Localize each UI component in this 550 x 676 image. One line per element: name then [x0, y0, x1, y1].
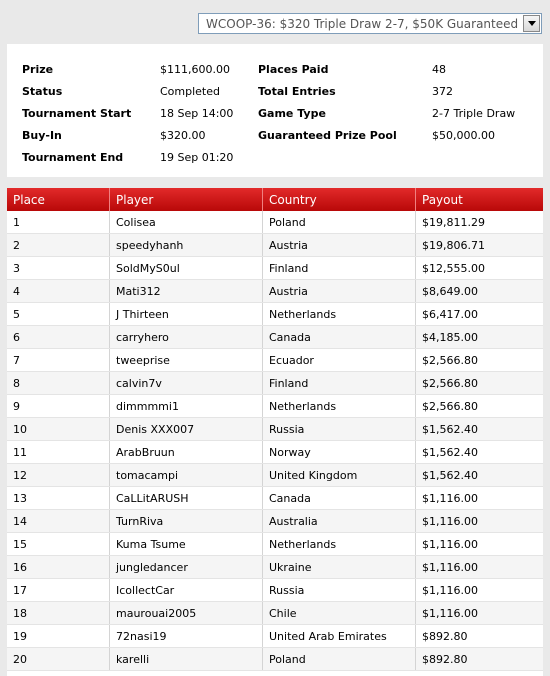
tournament-summary	[7, 44, 543, 177]
dropdown-button[interactable]	[523, 15, 540, 32]
top-bar	[0, 0, 550, 44]
cell-payout: $1,116.00	[416, 556, 544, 579]
cell-payout: $1,562.40	[416, 441, 544, 464]
cell-country: Netherlands	[263, 533, 416, 556]
cell-payout: $8,649.00	[416, 280, 544, 303]
cell-place: 12	[7, 464, 110, 487]
table-row[interactable]	[7, 487, 543, 510]
table-row[interactable]	[7, 349, 543, 372]
cell-country: Austria	[263, 280, 416, 303]
cell-place: 9	[7, 395, 110, 418]
cell-payout: $1,116.00	[416, 533, 544, 556]
summary-value: 2-7 Triple Draw	[432, 106, 516, 120]
cell-payout: $1,116.00	[416, 579, 544, 602]
cell-player: J Thirteen	[110, 303, 263, 326]
cell-payout: $1,562.40	[416, 464, 544, 487]
cell-player: maurouai2005	[110, 602, 263, 625]
table-row[interactable]	[7, 464, 543, 487]
table-row[interactable]	[7, 533, 543, 556]
table-row[interactable]	[7, 395, 543, 418]
cell-place: 13	[7, 487, 110, 510]
cell-country: Poland	[263, 211, 416, 234]
table-row[interactable]	[7, 234, 543, 257]
cell-payout: $2,566.80	[416, 372, 544, 395]
summary-value: 372	[432, 84, 453, 98]
results-table	[7, 188, 543, 671]
cell-place: 1	[7, 211, 110, 234]
cell-country: Canada	[263, 326, 416, 349]
summary-value: 19 Sep 01:20	[160, 150, 234, 164]
cell-payout: $1,116.00	[416, 510, 544, 533]
table-row[interactable]	[7, 579, 543, 602]
column-header-payout[interactable]: Payout	[416, 188, 544, 211]
summary-label: Places Paid	[258, 62, 329, 76]
cell-place: 2	[7, 234, 110, 257]
cell-place: 7	[7, 349, 110, 372]
cell-player: Colisea	[110, 211, 263, 234]
column-header-player[interactable]: Player	[110, 188, 263, 211]
tournament-select-value: WCOOP-36: $320 Triple Draw 2-7, $50K Guaranteed	[206, 16, 519, 31]
cell-payout: $4,185.00	[416, 326, 544, 349]
cell-player: dimmmmi1	[110, 395, 263, 418]
cell-place: 20	[7, 648, 110, 671]
cell-place: 14	[7, 510, 110, 533]
cell-place: 10	[7, 418, 110, 441]
table-row[interactable]	[7, 303, 543, 326]
cell-payout: $892.80	[416, 648, 544, 671]
cell-player: IcollectCar	[110, 579, 263, 602]
cell-place: 6	[7, 326, 110, 349]
results-header-row	[7, 188, 543, 211]
summary-label: Prize	[22, 62, 54, 76]
summary-row	[22, 102, 542, 124]
summary-row	[22, 146, 542, 168]
summary-label: Guaranteed Prize Pool	[258, 128, 397, 142]
table-row[interactable]	[7, 418, 543, 441]
cell-country: Russia	[263, 579, 416, 602]
cell-payout: $19,806.71	[416, 234, 544, 257]
summary-label	[258, 146, 432, 168]
cell-player: Mati312	[110, 280, 263, 303]
tournament-select[interactable]	[198, 13, 542, 34]
cell-place: 5	[7, 303, 110, 326]
cell-player: 72nasi19	[110, 625, 263, 648]
cell-payout: $1,116.00	[416, 602, 544, 625]
cell-place: 8	[7, 372, 110, 395]
cell-country: Netherlands	[263, 395, 416, 418]
table-row[interactable]	[7, 556, 543, 579]
summary-value: $320.00	[160, 128, 206, 142]
summary-row	[22, 124, 542, 146]
cell-country: Canada	[263, 487, 416, 510]
summary-table	[22, 58, 542, 168]
table-row[interactable]	[7, 441, 543, 464]
cell-payout: $1,116.00	[416, 487, 544, 510]
cell-player: tweeprise	[110, 349, 263, 372]
cell-country: United Kingdom	[263, 464, 416, 487]
summary-label: Buy-In	[22, 128, 62, 142]
cell-payout: $19,811.29	[416, 211, 544, 234]
cell-place: 16	[7, 556, 110, 579]
summary-value: $50,000.00	[432, 128, 495, 142]
table-row[interactable]	[7, 211, 543, 234]
cell-player: carryhero	[110, 326, 263, 349]
cell-player: Kuma Tsume	[110, 533, 263, 556]
cell-place: 11	[7, 441, 110, 464]
table-row[interactable]	[7, 510, 543, 533]
results-panel	[7, 188, 543, 676]
cell-country: Netherlands	[263, 303, 416, 326]
summary-label: Status	[22, 84, 63, 98]
cell-place: 3	[7, 257, 110, 280]
cell-player: calvin7v	[110, 372, 263, 395]
column-header-place[interactable]: Place	[7, 188, 110, 211]
cell-country: Austria	[263, 234, 416, 257]
cell-country: Russia	[263, 418, 416, 441]
summary-label: Game Type	[258, 106, 326, 120]
cell-player: SoldMyS0ul	[110, 257, 263, 280]
summary-value: Completed	[160, 84, 220, 98]
cell-country: Ecuador	[263, 349, 416, 372]
table-row[interactable]	[7, 280, 543, 303]
cell-player: ArabBruun	[110, 441, 263, 464]
cell-country: United Arab Emirates	[263, 625, 416, 648]
summary-label: Total Entries	[258, 84, 336, 98]
column-header-country[interactable]: Country	[263, 188, 416, 211]
cell-player: speedyhanh	[110, 234, 263, 257]
table-row[interactable]	[7, 648, 543, 671]
summary-value: 48	[432, 62, 446, 76]
cell-payout: $12,555.00	[416, 257, 544, 280]
table-row[interactable]	[7, 257, 543, 280]
cell-place: 17	[7, 579, 110, 602]
cell-country: Australia	[263, 510, 416, 533]
table-row[interactable]	[7, 372, 543, 395]
cell-country: Norway	[263, 441, 416, 464]
cell-country: Finland	[263, 257, 416, 280]
summary-value	[432, 146, 542, 168]
cell-player: tomacampi	[110, 464, 263, 487]
cell-player: CaLLitARUSH	[110, 487, 263, 510]
cell-payout: $2,566.80	[416, 395, 544, 418]
summary-label: Tournament End	[22, 150, 124, 164]
cell-player: TurnRiva	[110, 510, 263, 533]
cell-place: 4	[7, 280, 110, 303]
cell-country: Finland	[263, 372, 416, 395]
cell-country: Poland	[263, 648, 416, 671]
summary-row	[22, 58, 542, 80]
cell-country: Ukraine	[263, 556, 416, 579]
cell-payout: $892.80	[416, 625, 544, 648]
cell-player: karelli	[110, 648, 263, 671]
summary-label: Tournament Start	[22, 106, 132, 120]
cell-country: Chile	[263, 602, 416, 625]
cell-payout: $2,566.80	[416, 349, 544, 372]
cell-place: 19	[7, 625, 110, 648]
table-row[interactable]	[7, 602, 543, 625]
summary-value: $111,600.00	[160, 62, 230, 76]
summary-row	[22, 80, 542, 102]
cell-payout: $1,562.40	[416, 418, 544, 441]
table-row[interactable]	[7, 326, 543, 349]
cell-player: Denis XXX007	[110, 418, 263, 441]
summary-value: 18 Sep 14:00	[160, 106, 234, 120]
cell-payout: $6,417.00	[416, 303, 544, 326]
cell-place: 15	[7, 533, 110, 556]
cell-player: jungledancer	[110, 556, 263, 579]
cell-place: 18	[7, 602, 110, 625]
table-row[interactable]	[7, 625, 543, 648]
chevron-down-icon	[528, 21, 536, 26]
